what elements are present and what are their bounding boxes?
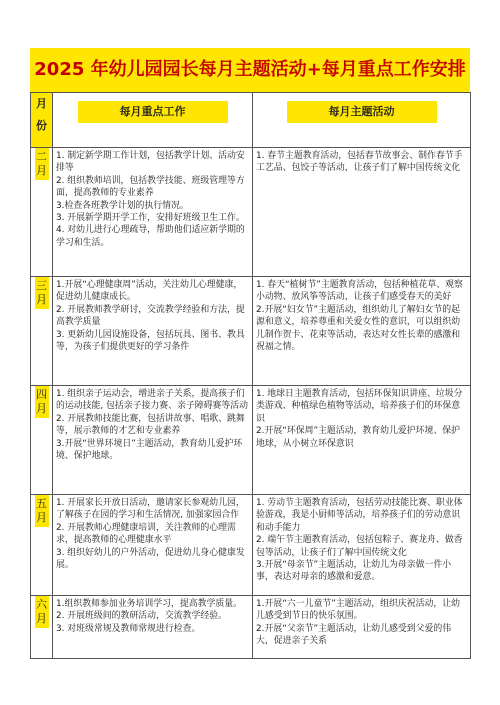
month-header-char: 份 xyxy=(36,119,47,132)
schedule-table xyxy=(30,92,471,659)
month-header-cell xyxy=(31,93,53,148)
month-label: 二 月 xyxy=(35,148,49,180)
key-work-header: 每月重点工作 xyxy=(78,101,228,123)
month-cell xyxy=(31,386,53,495)
table-row xyxy=(31,148,471,277)
month-header-char: 月 xyxy=(36,97,47,110)
key-work-cell: 1.开展“心理健康周”活动，关注幼儿心理健康，促进幼儿健康成长。 2. 开展教师教学研讨，交流教学经验和方法，提高教学质量 3. 更新幼儿园设施设备，包括玩具、图书、教具等，为孩子们提供更好的学习条件 xyxy=(53,277,253,386)
table-header-row xyxy=(31,93,471,148)
month-cell xyxy=(31,277,53,386)
key-work-cell: 1. 组织亲子运动会，增进亲子关系，提高孩子们的运动技能, 包括亲子接力赛、亲子障碍赛等活动 2. 开展教师技能比赛，包括讲故事、唱歌、跳舞等，展示教师的才艺和专业素养 3.开展“世界环境日”主题活动，教育幼儿爱护环境、保护地球。 xyxy=(53,386,253,495)
table-row xyxy=(31,495,471,596)
theme-cell: 1. 劳动节主题教育活动，包括劳动技能比赛、职业体验游戏，我是小厨师等活动，培养孩子们的劳动意识和动手能力 2. 端午节主题教育活动，包括包粽子、赛龙舟、做香包等活动，让孩子们了解中国传统文化 3.开展“母亲节”主题活动，让幼儿为母亲做一件小事，表达对母亲的感激和爱意。 xyxy=(253,495,471,596)
month-label: 三 月 xyxy=(35,277,49,309)
theme-cell: 1. 地球日主题教育活动，包括环保知识讲座、垃圾分类游戏、种植绿色植物等活动，培养孩子们的环保意识 2.开展“环保周”主题活动，教育幼儿爱护环境、保护地球，从小树立环保意识 xyxy=(253,386,471,495)
table-row xyxy=(31,277,471,386)
theme-cell: 1. 春节主题教育活动，包括春节故事会、制作春节手工艺品、包饺子等活动，让孩子们了解中国传统文化 xyxy=(253,148,471,277)
month-label: 六 月 xyxy=(35,596,49,628)
key-work-cell: 1.组织教师参加业务培训学习，提高教学质量。 2. 开展班级间的教研活动，交流教学经验。 3. 对班级常规及教师常规进行检查。 xyxy=(53,596,253,659)
month-label: 四 月 xyxy=(35,386,49,418)
theme-header-cell xyxy=(253,93,471,148)
theme-cell: 1.开展“六一儿童节”主题活动，组织庆祝活动，让幼儿感受到节日的快乐氛围。 2.开展“父亲节”主题活动，让幼儿感受到父爱的伟大，促进亲子关系 xyxy=(253,596,471,659)
table-row xyxy=(31,386,471,495)
month-cell xyxy=(31,495,53,596)
document-title: 2025 年幼儿园园长每月主题活动+每月重点工作安排 xyxy=(30,48,470,92)
key-work-cell: 1. 开展家长开放日活动，邀请家长参观幼儿园，了解孩子在园的学习和生活情况, 加强家园合作 2. 开展教师心理健康培训，关注教师的心理需求，提高教师的心理健康水平 3. 组织好幼儿的户外活动，促进幼儿身心健康发展。 xyxy=(53,495,253,596)
month-cell xyxy=(31,148,53,277)
key-work-cell: 1. 制定新学期工作计划，包括教学计划、活动安排等 2. 组织教师培训，包括教学技能、班级管理等方面，提高教师的专业素养 3.检查各班教学计划的执行情况。 3. 开展新学期开学工作，安排好班级卫生工作。 4. 对幼儿进行心理疏导，帮助他们适应新学期的学习和生活。 xyxy=(53,148,253,277)
key-work-header-cell xyxy=(53,93,253,148)
table-row xyxy=(31,596,471,659)
theme-cell: 1. 春天“植树节”主题教育活动，包括种植花草、观察小动物、放风筝等活动，让孩子们感受春天的美好 2.开展“妇女节”主题活动，组织幼儿了解妇女节的起源和意义，培养尊重和关爱女性的意识，可以组织幼儿制作贺卡、花束等活动，表达对女性长辈的感激和祝福之情。 xyxy=(253,277,471,386)
theme-header: 每月主题活动 xyxy=(287,101,437,123)
month-cell xyxy=(31,596,53,659)
month-label: 五 月 xyxy=(35,495,49,527)
